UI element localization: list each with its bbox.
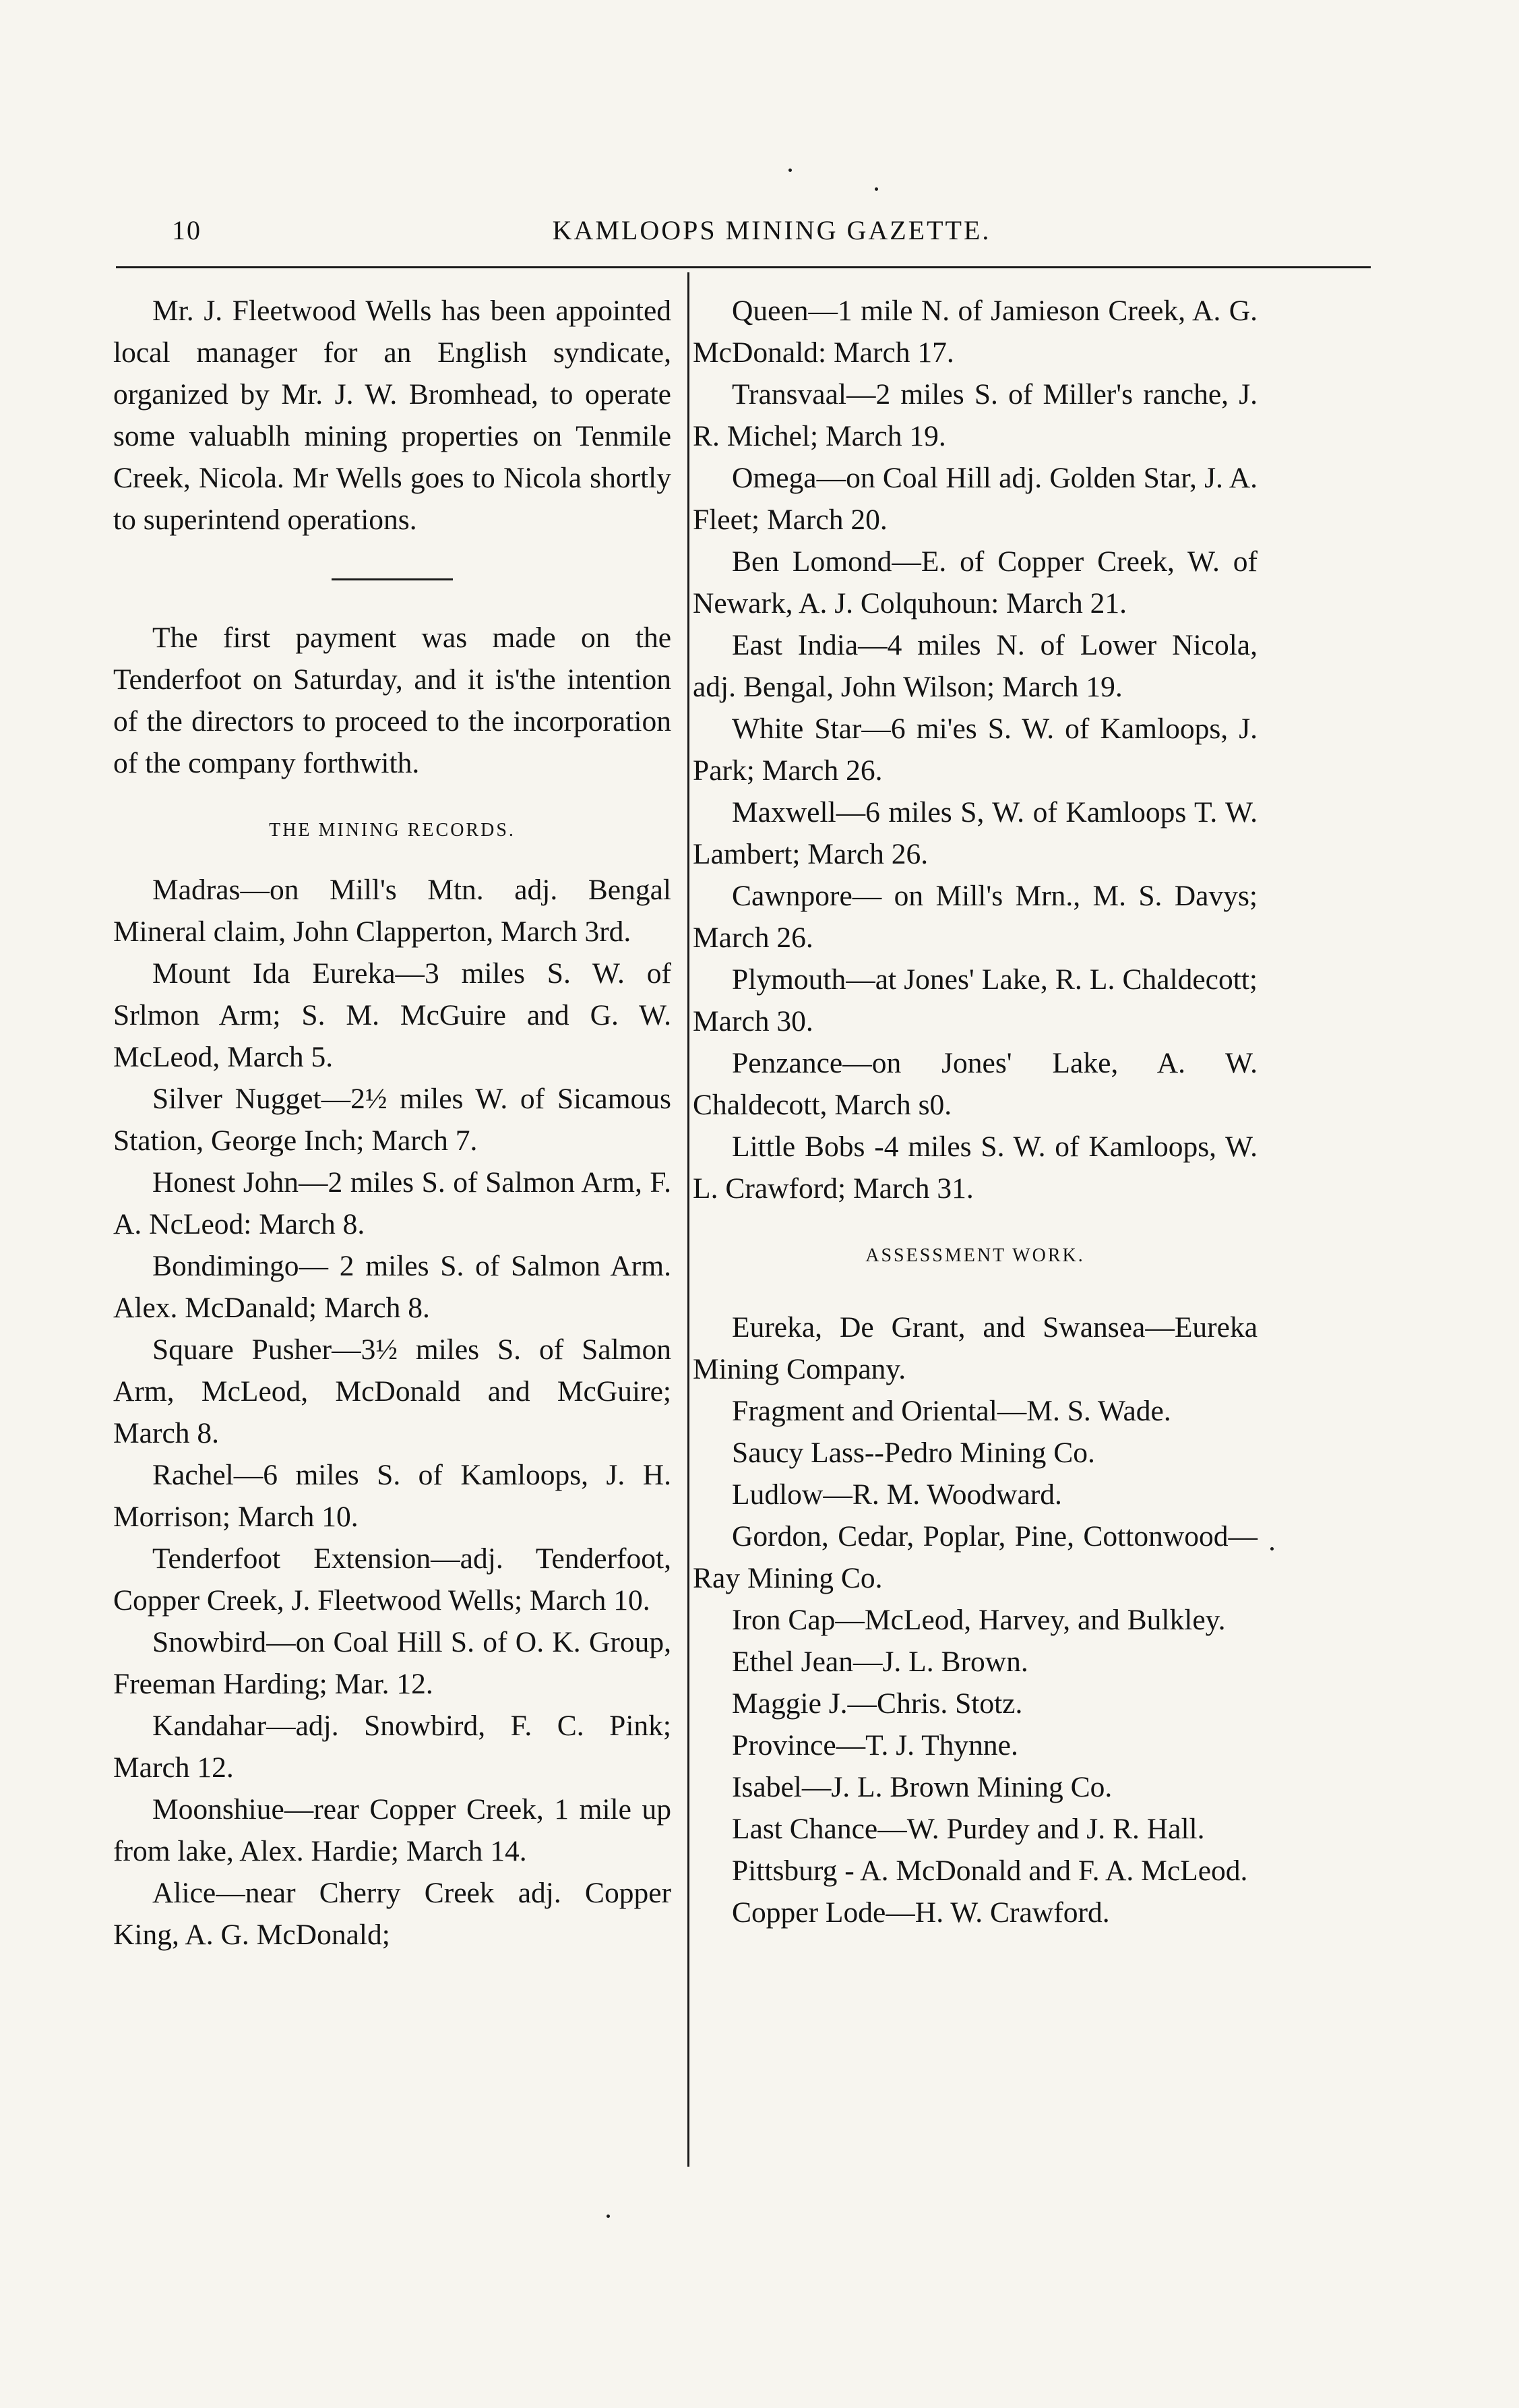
- record-entry: Queen—1 mile N. of Jamieson Creek, A. G. McDonald: March 17.: [693, 295, 1258, 369]
- right-column: [693, 290, 1258, 1933]
- record-entry: Rachel—6 miles S. of Kamloops, J. H. Morrison; March 10.: [113, 1459, 671, 1533]
- assessment-entry: Isabel—J. L. Brown Mining Co.: [732, 1771, 1113, 1803]
- record-entry: Bondimingo— 2 miles S. of Salmon Arm. Alex. McDanald; March 8.: [113, 1250, 671, 1324]
- assessment-entry: Fragment and Oriental—M. S. Wade.: [732, 1395, 1171, 1427]
- section-divider-rule: [332, 578, 453, 580]
- print-speck: [607, 2215, 610, 2218]
- record-entry: Penzance—on Jones' Lake, A. W. Chaldecott, March s0.: [693, 1047, 1258, 1121]
- record-entry: Cawnpore— on Mill's Mrn., M. S. Davys; March 26.: [693, 880, 1258, 954]
- record-entry: Omega—on Coal Hill adj. Golden Star, J. A. Fleet; March 20.: [693, 462, 1258, 536]
- record-entry: Plymouth—at Jones' Lake, R. L. Chaldecott; March 30.: [693, 963, 1258, 1037]
- assessment-entry: Pittsburg - A. McDonald and F. A. McLeod.: [732, 1855, 1248, 1887]
- record-entry: Maxwell—6 miles S, W. of Kamloops T. W. Lambert; March 26.: [693, 796, 1258, 870]
- record-entry: Madras—on Mill's Mtn. adj. Bengal Mineral claim, John Clapperton, March 3rd.: [113, 874, 671, 948]
- record-entry: Little Bobs -4 miles S. W. of Kamloops, W. L. Crawford; March 31.: [693, 1131, 1258, 1205]
- page-header: [172, 214, 1371, 262]
- record-entry: Moonshiue—rear Copper Creek, 1 mile up from lake, Alex. Hardie; March 14.: [113, 1793, 671, 1867]
- gazette-title: KAMLOOPS MINING GAZETTE.: [552, 215, 991, 245]
- column-divider: [687, 272, 689, 2167]
- assessment-work-heading: ASSESSMENT WORK.: [865, 1245, 1085, 1266]
- assessment-entry: Saucy Lass--Pedro Mining Co.: [732, 1437, 1095, 1469]
- left-column: [113, 290, 671, 1956]
- assessment-entry: Gordon, Cedar, Poplar, Pine, Cottonwood—Ray Mining Co.: [693, 1520, 1258, 1594]
- record-entry: Alice—near Cherry Creek adj. Copper King, A. G. McDonald;: [113, 1877, 671, 1951]
- record-entry: Honest John—2 miles S. of Salmon Arm, F. A. NcLeod: March 8.: [113, 1166, 671, 1240]
- assessment-entry: Ethel Jean—J. L. Brown.: [732, 1646, 1028, 1678]
- assessment-entry: Last Chance—W. Purdey and J. R. Hall.: [732, 1813, 1205, 1845]
- record-entry: Snowbird—on Coal Hill S. of O. K. Group, Freeman Harding; Mar. 12.: [113, 1626, 671, 1700]
- record-entry: Square Pusher—3½ miles S. of Salmon Arm, McLeod, McDonald and McGuire; March 8.: [113, 1333, 671, 1449]
- record-entry: East India—4 miles N. of Lower Nicola, adj. Bengal, John Wilson; March 19.: [693, 629, 1258, 703]
- record-entry: Silver Nugget—2½ miles W. of Sicamous Station, George Inch; March 7.: [113, 1083, 671, 1157]
- record-entry: White Star—6 mi'es S. W. of Kamloops, J. Park; March 26.: [693, 713, 1258, 787]
- print-speck: [1270, 1547, 1274, 1551]
- assessment-entry: Copper Lode—H. W. Crawford.: [732, 1896, 1110, 1929]
- assessment-entry: Ludlow—R. M. Woodward.: [732, 1478, 1062, 1511]
- mining-records-heading: THE MINING RECORDS.: [269, 820, 516, 841]
- record-entry: Mount Ida Eureka—3 miles S. W. of Srlmon Arm; S. M. McGuire and G. W. McLeod, March 5.: [113, 957, 671, 1073]
- assessment-entry: Iron Cap—McLeod, Harvey, and Bulkley.: [732, 1604, 1226, 1636]
- record-entry: Kandahar—adj. Snowbird, F. C. Pink; March 12.: [113, 1710, 671, 1784]
- assessment-entry: Maggie J.—Chris. Stotz.: [732, 1687, 1023, 1720]
- page-number: 10: [172, 215, 202, 245]
- record-entry: Transvaal—2 miles S. of Miller's ranche, J. R. Michel; March 19.: [693, 378, 1258, 452]
- print-speck: [875, 187, 878, 191]
- header-rule: [116, 266, 1371, 268]
- record-entry: Ben Lomond—E. of Copper Creek, W. of Newark, A. J. Colquhoun: March 21.: [693, 545, 1258, 620]
- record-entry: Tenderfoot Extension—adj. Tenderfoot, Copper Creek, J. Fleetwood Wells; March 10.: [113, 1542, 671, 1617]
- print-speck: [788, 169, 792, 172]
- news-paragraph: The first payment was made on the Tenderfoot on Saturday, and it is'the intention of the directors to proceed to the incorporation of the company forthwith.: [113, 622, 671, 779]
- assessment-entry: Province—T. J. Thynne.: [732, 1729, 1018, 1762]
- assessment-entry: Eureka, De Grant, and Swansea—Eureka Mining Company.: [693, 1311, 1258, 1385]
- news-paragraph: Mr. J. Fleetwood Wells has been appointed local manager for an English syndicate, organized by Mr. J. W. Bromhead, to operate some valuablh mining properties on Tenmile Creek, Nicola. Mr Wells goes to Nicola shortly to superintend operations.: [113, 295, 671, 536]
